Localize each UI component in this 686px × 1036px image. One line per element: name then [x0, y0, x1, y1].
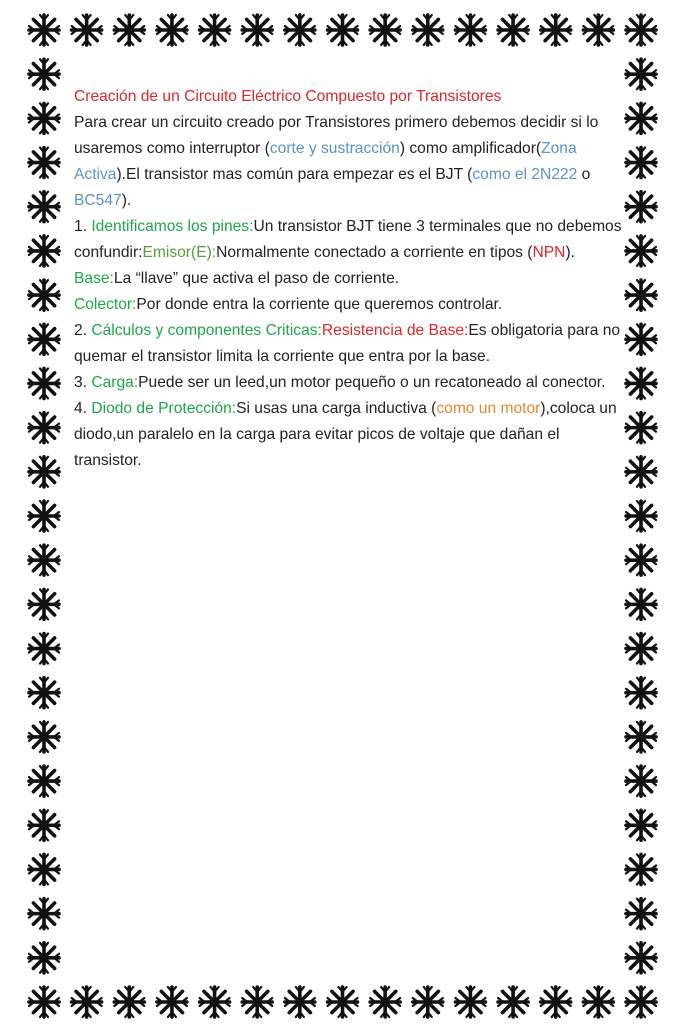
step-4-heading: Diodo de Protección: [91, 400, 237, 417]
asterisk-flower-icon [29, 987, 59, 1017]
asterisk-flower-icon [413, 987, 443, 1017]
asterisk-flower-icon [200, 987, 230, 1017]
asterisk-flower-icon [626, 810, 656, 840]
step-3-text: Puede ser un leed,un motor pequeño o un recatoneado al conector. [138, 374, 606, 391]
colector-label: Colector: [74, 296, 137, 313]
asterisk-flower-icon [583, 987, 613, 1017]
asterisk-flower-icon [455, 15, 485, 45]
asterisk-flower-icon [370, 987, 400, 1017]
base-label: Base: [74, 270, 114, 287]
asterisk-flower-icon [626, 280, 656, 310]
asterisk-flower-icon [626, 854, 656, 884]
intro-text-5: ). [121, 192, 132, 209]
zona-activa-text: Zona Activa [74, 140, 577, 183]
colector-text: Por donde entra la corriente que queremos controlar. [136, 296, 503, 313]
asterisk-flower-icon [583, 15, 613, 45]
asterisk-flower-icon [29, 413, 59, 443]
step-1-text-3: ). [565, 244, 575, 261]
asterisk-flower-icon [626, 899, 656, 929]
como-el-2n222-text: como el 2N222 [472, 166, 578, 183]
asterisk-flower-icon [29, 236, 59, 266]
step-2-heading: Cálculos y componentes Criticas: [91, 322, 322, 339]
asterisk-flower-icon [285, 15, 315, 45]
asterisk-flower-icon [200, 15, 230, 45]
asterisk-flower-icon [626, 324, 656, 354]
asterisk-flower-icon [541, 987, 571, 1017]
asterisk-flower-icon [29, 634, 59, 664]
step-1-paragraph [74, 214, 622, 266]
step-4-text-1: Si usas una carga inductiva ( [236, 400, 437, 417]
step-4-paragraph [74, 396, 622, 474]
asterisk-flower-icon [29, 457, 59, 487]
asterisk-flower-icon [29, 15, 59, 45]
asterisk-flower-icon [626, 457, 656, 487]
document-content [74, 84, 622, 474]
asterisk-flower-icon [626, 634, 656, 664]
asterisk-flower-icon [498, 987, 528, 1017]
asterisk-flower-icon [498, 15, 528, 45]
asterisk-flower-icon [157, 987, 187, 1017]
asterisk-flower-icon [242, 15, 272, 45]
asterisk-flower-icon [29, 943, 59, 973]
asterisk-flower-icon [29, 103, 59, 133]
base-paragraph [74, 266, 622, 292]
asterisk-flower-icon [285, 987, 315, 1017]
intro-text-2: ) como amplificador( [399, 140, 542, 157]
asterisk-flower-icon [370, 15, 400, 45]
asterisk-flower-icon [328, 15, 358, 45]
step-1-heading: Identificamos los pines: [91, 218, 254, 235]
asterisk-flower-icon [626, 722, 656, 752]
resistencia-base-label: Resistencia de Base: [321, 322, 469, 339]
asterisk-flower-icon [29, 324, 59, 354]
intro-text-1: Para crear un circuito creado por Transistores primero debemos decidir si lo usaremos como interruptor ( [74, 114, 599, 157]
asterisk-flower-icon [328, 987, 358, 1017]
base-text: La “llave” que activa el paso de corriente. [113, 270, 400, 287]
intro-paragraph [74, 110, 622, 214]
asterisk-flower-icon [72, 987, 102, 1017]
asterisk-flower-icon [29, 589, 59, 619]
asterisk-flower-icon [455, 987, 485, 1017]
asterisk-flower-icon [29, 810, 59, 840]
asterisk-flower-icon [29, 545, 59, 575]
asterisk-flower-icon [626, 766, 656, 796]
bc547-text: BC547 [74, 192, 122, 209]
step-2-text: Es obligatoria para no quemar el transistor limita la corriente que entra por la base. [74, 322, 621, 365]
asterisk-flower-icon [114, 15, 144, 45]
npn-text: NPN [532, 244, 566, 261]
asterisk-flower-icon [626, 987, 656, 1017]
asterisk-flower-icon [626, 236, 656, 266]
step-3-paragraph [74, 370, 622, 396]
emisor-label: Emisor(E): [142, 244, 217, 261]
asterisk-flower-icon [626, 148, 656, 178]
asterisk-flower-icon [626, 589, 656, 619]
asterisk-flower-icon [626, 15, 656, 45]
step-1-text-1: Un transistor BJT tiene 3 terminales que no debemos confundir: [74, 218, 622, 261]
step-4-text-2: ),coloca un diodo,un paralelo en la carga para evitar picos de voltaje que dañan el transistor. [74, 400, 617, 469]
step-3-heading: Carga: [91, 374, 139, 391]
asterisk-flower-icon [242, 987, 272, 1017]
asterisk-flower-icon [29, 899, 59, 929]
step-2-number: 2. [74, 322, 92, 339]
asterisk-flower-icon [626, 545, 656, 575]
asterisk-flower-icon [626, 678, 656, 708]
colector-paragraph [74, 292, 622, 318]
asterisk-flower-icon [72, 15, 102, 45]
step-2-paragraph [74, 318, 622, 370]
asterisk-flower-icon [29, 766, 59, 796]
asterisk-flower-icon [29, 280, 59, 310]
asterisk-flower-icon [29, 501, 59, 531]
asterisk-flower-icon [29, 148, 59, 178]
asterisk-flower-icon [541, 15, 571, 45]
asterisk-flower-icon [413, 15, 443, 45]
intro-text-4: o [577, 166, 591, 183]
asterisk-flower-icon [626, 501, 656, 531]
asterisk-flower-icon [626, 103, 656, 133]
asterisk-flower-icon [29, 192, 59, 222]
step-1-text-2: Normalmente conectado a corriente en tipos ( [216, 244, 533, 261]
asterisk-flower-icon [114, 987, 144, 1017]
asterisk-flower-icon [29, 678, 59, 708]
intro-text-3: ).El transistor mas común para empezar es el BJT ( [116, 166, 473, 183]
step-1-number: 1. [74, 218, 92, 235]
step-4-number: 4. [74, 400, 92, 417]
corte-sustraccion-text: corte y sustracción [269, 140, 400, 157]
document-title: Creación de un Circuito Eléctrico Compuesto por Transistores [74, 88, 502, 105]
asterisk-flower-icon [626, 59, 656, 89]
asterisk-flower-icon [29, 368, 59, 398]
como-un-motor-text: como un motor [436, 400, 541, 417]
asterisk-flower-icon [626, 943, 656, 973]
asterisk-flower-icon [626, 368, 656, 398]
asterisk-flower-icon [29, 59, 59, 89]
asterisk-flower-icon [626, 413, 656, 443]
asterisk-flower-icon [157, 15, 187, 45]
asterisk-flower-icon [626, 192, 656, 222]
asterisk-flower-icon [29, 722, 59, 752]
asterisk-flower-icon [29, 854, 59, 884]
step-3-number: 3. [74, 374, 92, 391]
